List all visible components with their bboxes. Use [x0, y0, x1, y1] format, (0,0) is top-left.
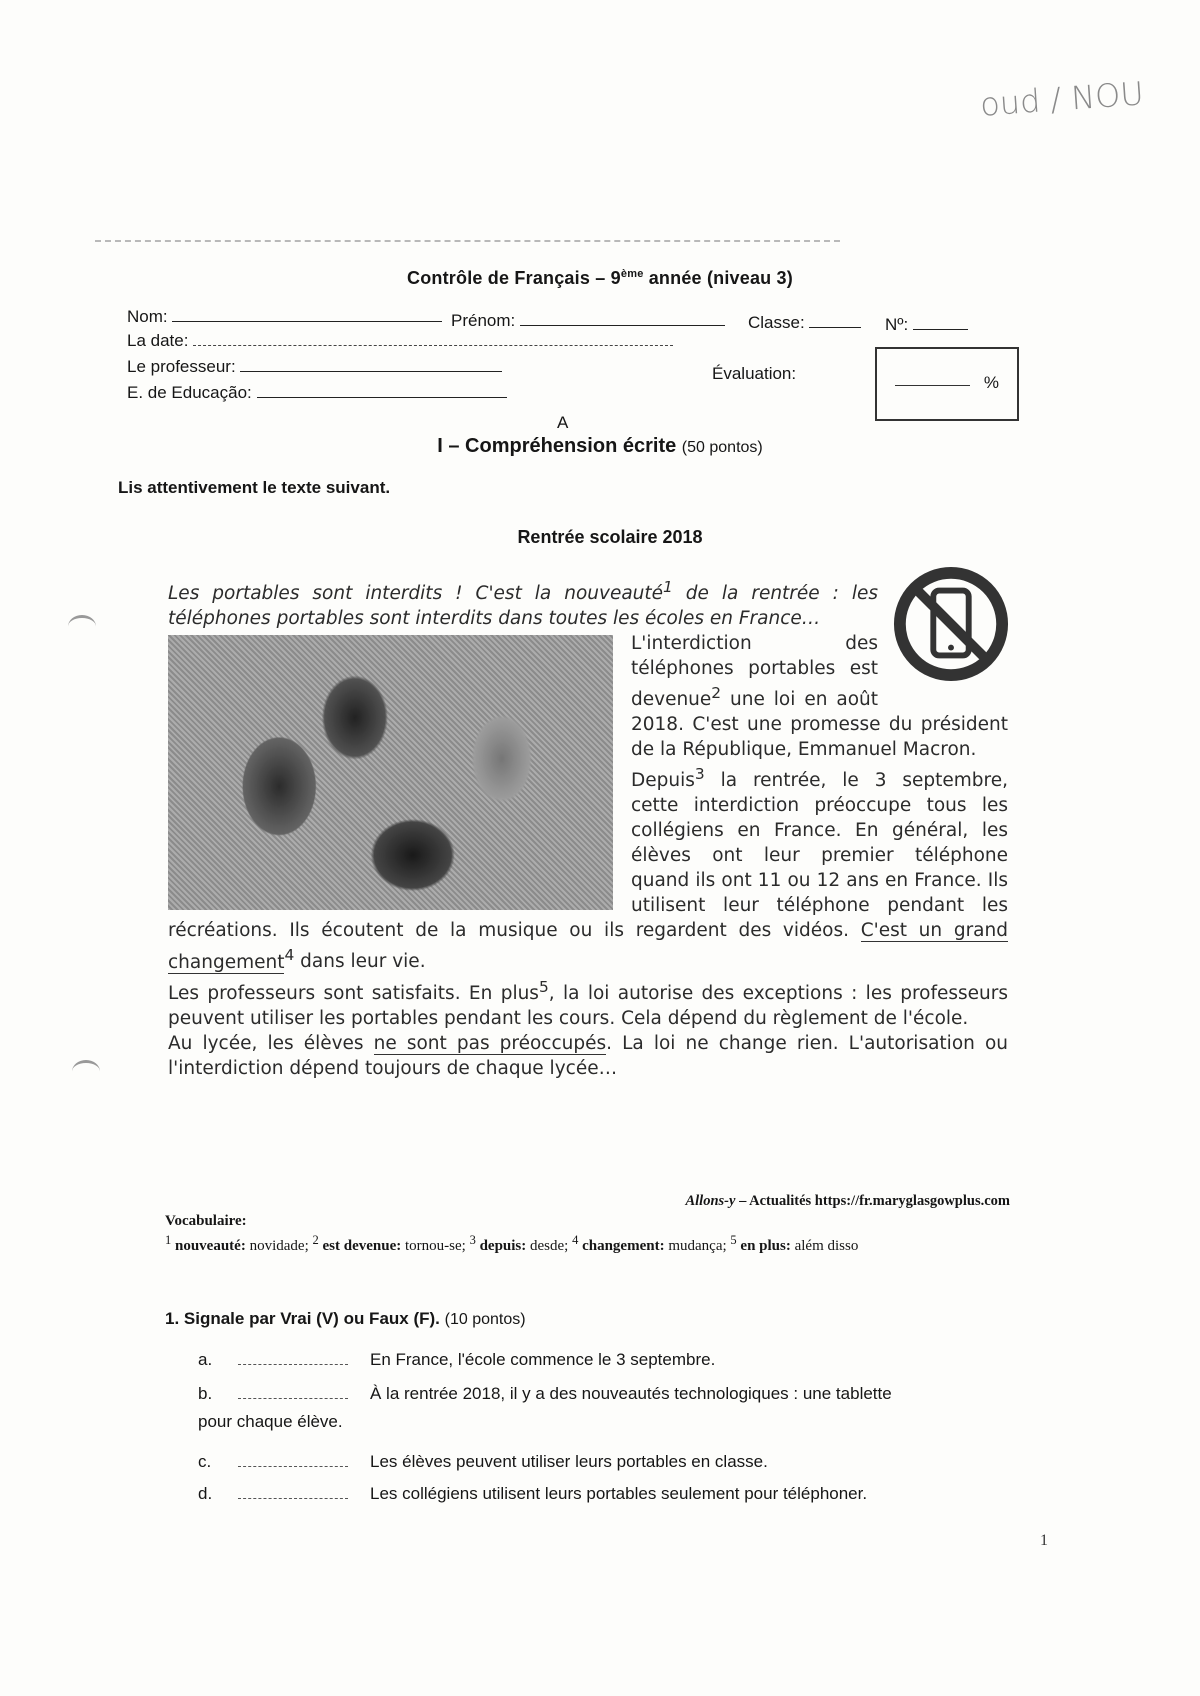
- question-1b: b. À la rentrée 2018, il y a des nouveautés technologiques : une tablette: [198, 1384, 892, 1403]
- vocabulary: [165, 1212, 1015, 1256]
- classe-field[interactable]: Classe:: [748, 313, 861, 333]
- article-paragraph-3: Les professeurs sont satisfaits. En plus$^5$, la loi autorise des exceptions : les professeurs peuvent utiliser les portables pendant les cours. Cela dépend du règlement de l'école.: [168, 977, 1008, 1029]
- section-title: I – Compréhension écrite (50 pontos): [437, 435, 763, 457]
- question-1-title: 1. Signale par Vrai (V) ou Faux (F). (10 pontos): [165, 1309, 526, 1328]
- article-title: Rentrée scolaire 2018: [517, 527, 703, 547]
- answer-blank-a[interactable]: [238, 1350, 348, 1365]
- vocabulary-heading: Vocabulaire:: [165, 1213, 247, 1229]
- handwritten-note: oud / NOU: [978, 74, 1145, 124]
- no-phone-icon: [892, 565, 1010, 683]
- numero-field[interactable]: Nº:: [885, 315, 968, 335]
- answer-blank-d[interactable]: [238, 1484, 348, 1499]
- header-divider: [95, 240, 840, 242]
- question-1a: a. En France, l'école commence le 3 septembre.: [198, 1350, 716, 1369]
- prenom-field[interactable]: Prénom:: [451, 311, 725, 331]
- page-number: 1: [1040, 1532, 1048, 1549]
- question-1b-continued: pour chaque élève.: [198, 1412, 343, 1431]
- version-letter: A: [557, 413, 569, 432]
- article-paragraph-4: Au lycée, les élèves ne sont pas préoccupés. La loi ne change rien. L'autorisation ou l'interdiction dépend toujours de chaque lycée…: [168, 1032, 1008, 1079]
- question-1d: d. Les collégiens utilisent leurs portables seulement pour téléphoner.: [198, 1484, 868, 1503]
- scan-mark: [72, 1060, 100, 1083]
- students-photo: [168, 635, 613, 910]
- page-title: Contrôle de Français – 9ème année (niveau 3): [407, 268, 793, 288]
- answer-blank-c[interactable]: [238, 1452, 348, 1467]
- article-source: Allons-y – Actualités https://fr.maryglasgowplus.com: [685, 1193, 1010, 1209]
- instruction: Lis attentivement le texte suivant.: [118, 478, 391, 497]
- evaluation-blank[interactable]: [895, 385, 970, 386]
- evaluation-box[interactable]: [875, 347, 1019, 421]
- educacao-field[interactable]: E. de Educação:: [127, 383, 507, 403]
- evaluation-label: Évaluation:: [712, 364, 797, 383]
- date-field[interactable]: La date:: [127, 331, 673, 351]
- professeur-field[interactable]: Le professeur:: [127, 357, 502, 377]
- article-paragraph-2: Depuis$^3$ la rentrée, le 3 septembre, cette interdiction préoccupe tous les collégiens en France. En général, les élèves ont leur premier téléphone quand ils ont 11 ou 12 ans en France. Ils utilisent leur téléphone pendant les récréations. Ils écoutent de la musique ou ils regardent des vidéos. C'est un grand changement$^4$ dans leur vie.: [168, 765, 1008, 973]
- article-body: [168, 575, 1008, 1081]
- article-paragraph-1: L'interdiction des téléphones portables est devenue$^2$ une loi en août 2018. C'est une promesse du président de la République, Emmanuel Macron.: [631, 633, 1008, 761]
- answer-blank-b[interactable]: [238, 1384, 348, 1399]
- article-intro: Les portables sont interdits ! C'est la nouveauté$^1$ de la rentrée : les téléphones portables sont interdits dans toutes les écoles en France…: [168, 578, 879, 630]
- percent-sign: %: [983, 373, 999, 392]
- vocabulary-list: $^1$ nouveauté: novidade; $^2$ est devenue: tornou-se; $^3$ depuis: desde; $^4$ changement: mudança; $^5$ en plus: além disso: [165, 1233, 859, 1254]
- nom-field[interactable]: Nom:: [127, 307, 442, 327]
- scan-mark: [68, 615, 96, 638]
- question-1c: c. Les élèves peuvent utiliser leurs portables en classe.: [198, 1452, 768, 1471]
